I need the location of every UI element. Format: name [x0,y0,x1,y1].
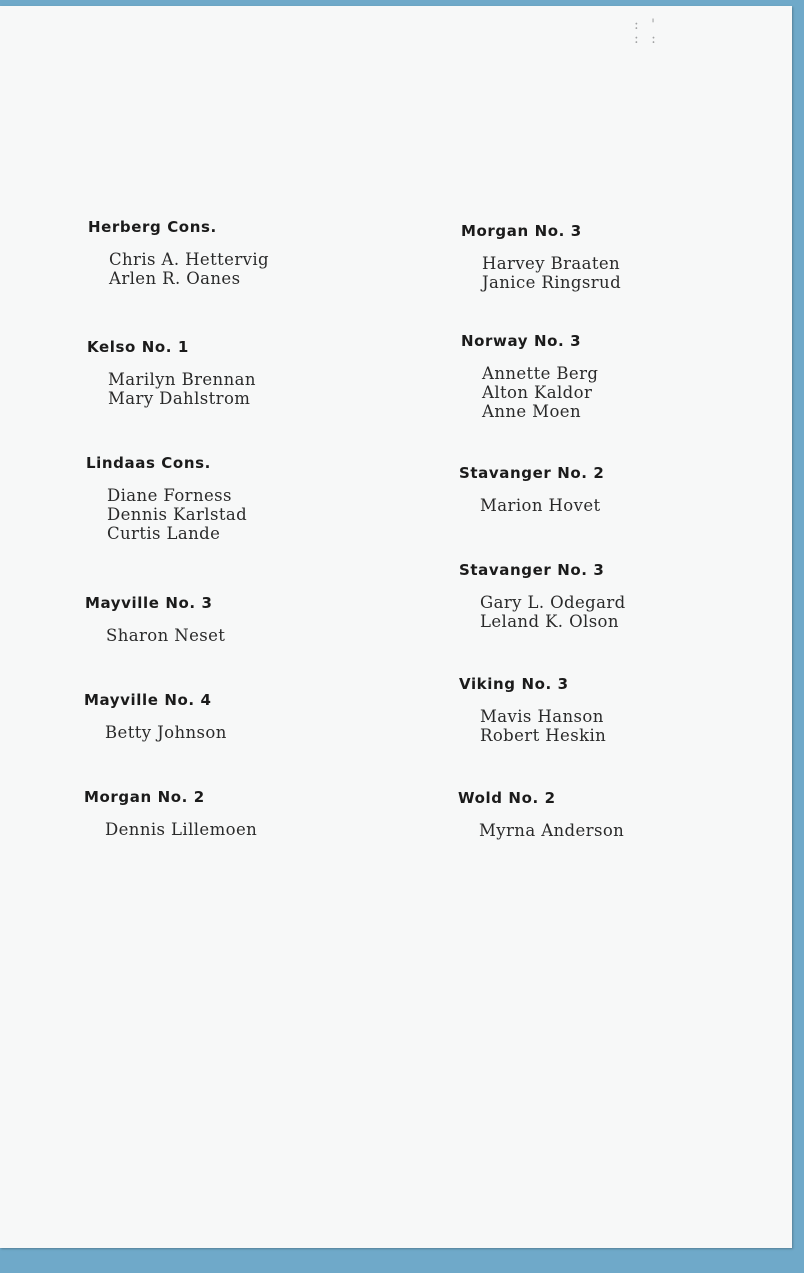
district-group-stavanger-2 [459,464,604,515]
district-heading: Stavanger No. 2 [459,464,605,482]
student-name: Marilyn Brennan [108,370,256,389]
name-list [105,723,227,742]
district-group-herberg [88,218,269,288]
name-list [480,593,626,631]
ink-smudge-mark: : ' : : [634,17,660,47]
student-name: Robert Heskin [480,726,607,745]
district-heading: Norway No. 3 [461,332,582,350]
district-group-mayville-3 [85,594,225,645]
student-name: Dennis Lillemoen [105,820,258,839]
district-heading: Morgan No. 3 [461,222,582,240]
name-list [479,821,624,840]
student-name: Sharon Neset [106,626,226,645]
district-heading: Lindaas Cons. [86,454,211,472]
district-heading: Herberg Cons. [88,218,217,236]
student-name: Anne Moen [482,402,581,421]
student-name: Harvey Braaten [482,254,621,273]
student-name: Betty Johnson [105,723,227,742]
student-name: Alton Kaldor [482,383,593,402]
student-name: Janice Ringsrud [482,273,622,292]
name-list [105,820,257,839]
district-group-viking-3 [459,675,606,745]
district-heading: Morgan No. 2 [84,788,205,806]
student-name: Mavis Hanson [480,707,604,726]
district-heading: Mayville No. 4 [84,691,212,709]
district-heading: Mayville No. 3 [85,594,213,612]
district-group-kelso-1 [87,338,256,408]
district-group-wold-2 [458,789,624,840]
name-list [482,364,598,421]
district-heading: Kelso No. 1 [87,338,189,356]
student-name: Marion Hovet [480,496,601,515]
name-list [109,250,269,288]
name-list [107,486,247,543]
student-name: Diane Forness [107,486,232,505]
student-name: Leland K. Olson [480,612,619,631]
district-heading: Wold No. 2 [458,789,556,807]
district-group-morgan-3 [461,222,621,292]
district-heading: Stavanger No. 3 [459,561,605,579]
district-group-lindaas [86,454,247,543]
student-name: Myrna Anderson [479,821,625,840]
name-list [108,370,256,408]
district-group-stavanger-3 [459,561,626,631]
student-name: Curtis Lande [107,524,221,543]
district-heading: Viking No. 3 [459,675,569,693]
document-page [0,6,792,1248]
student-name: Gary L. Odegard [480,593,626,612]
district-group-norway-3 [461,332,598,421]
student-name: Annette Berg [482,364,599,383]
student-name: Mary Dahlstrom [108,389,251,408]
name-list [480,496,604,515]
student-name: Chris A. Hettervig [109,250,269,269]
district-group-morgan-2 [84,788,257,839]
student-name: Dennis Karlstad [107,505,248,524]
student-name: Arlen R. Oanes [109,269,241,288]
name-list [106,626,225,645]
name-list [482,254,621,292]
district-group-mayville-4 [84,691,227,742]
name-list [480,707,606,745]
